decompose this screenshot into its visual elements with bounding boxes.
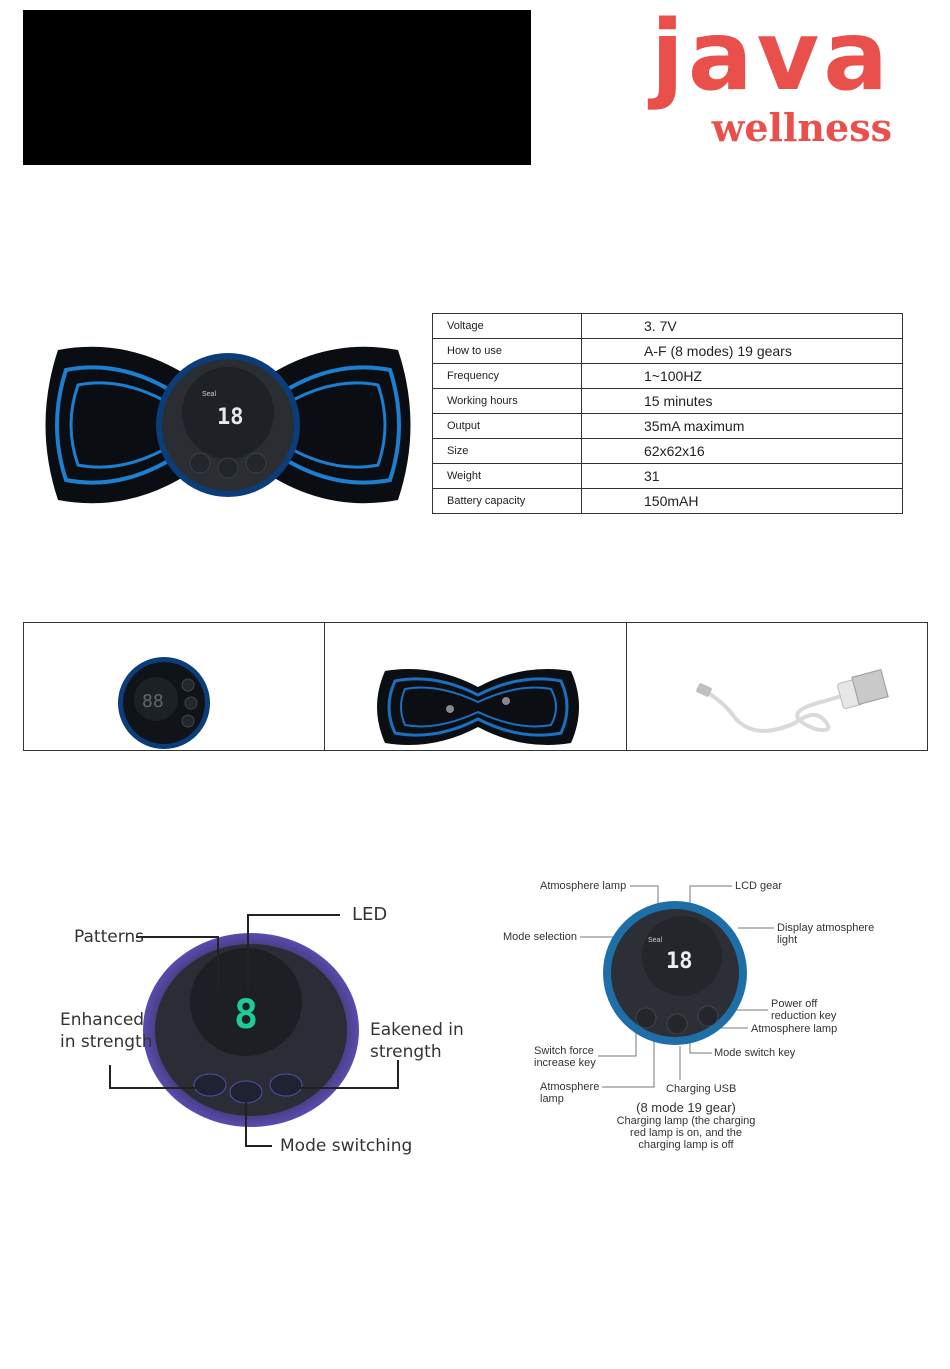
caption-title: (8 mode 19 gear) bbox=[636, 1100, 736, 1115]
spec-label: Weight bbox=[433, 464, 582, 489]
label-weakened-strength: Eakened in strength bbox=[370, 1020, 464, 1062]
label-enhanced-strength: Enhanced in strength bbox=[60, 1010, 153, 1052]
svg-text:18: 18 bbox=[217, 405, 244, 430]
controller-diagram-right bbox=[602, 898, 748, 1048]
svg-text:88: 88 bbox=[142, 691, 164, 712]
label-charging-usb: Charging USB bbox=[666, 1083, 737, 1095]
label-mode-selection: Mode selection bbox=[503, 931, 577, 943]
spec-label: Output bbox=[433, 414, 582, 439]
spec-value: 15 minutes bbox=[582, 389, 903, 414]
label-display-atmosphere-light: Display atmosphere light bbox=[777, 922, 875, 946]
svg-text:Seal: Seal bbox=[202, 391, 217, 398]
brand-tagline: wellness bbox=[711, 105, 892, 150]
label-atmosphere-lamp-right: Atmosphere lamp bbox=[751, 1023, 838, 1035]
spec-value: A-F (8 modes) 19 gears bbox=[582, 339, 903, 364]
label-mode-switching: Mode switching bbox=[280, 1136, 413, 1156]
label-power-off-key: Power off reduction key bbox=[771, 998, 837, 1022]
spec-value: 62x62x16 bbox=[582, 439, 903, 464]
label-atmosphere-lamp-top: Atmosphere lamp bbox=[540, 880, 627, 892]
spec-value: 150mAH bbox=[582, 489, 903, 514]
spec-value: 35mA maximum bbox=[582, 414, 903, 439]
label-atmosphere-lamp-bottom: Atmosphere lamp bbox=[540, 1081, 600, 1105]
spec-label: Frequency bbox=[433, 364, 582, 389]
spec-label: Voltage bbox=[433, 314, 582, 339]
spec-value: 1~100HZ bbox=[582, 364, 903, 389]
label-patterns: Patterns bbox=[74, 927, 145, 947]
svg-text:18: 18 bbox=[666, 949, 693, 974]
svg-text:Seal: Seal bbox=[648, 937, 663, 944]
spec-value: 3. 7V bbox=[582, 314, 903, 339]
label-mode-switch-key: Mode switch key bbox=[714, 1047, 796, 1059]
label-switch-force-key: Switch force increase key bbox=[534, 1045, 596, 1069]
spec-label: Working hours bbox=[433, 389, 582, 414]
brand-logo: java bbox=[650, 0, 892, 112]
spec-label: Size bbox=[433, 439, 582, 464]
spec-label: How to use bbox=[433, 339, 582, 364]
label-led: LED bbox=[352, 904, 388, 925]
svg-text:8: 8 bbox=[234, 992, 259, 1038]
spec-label: Battery capacity bbox=[433, 489, 582, 514]
label-lcd-gear: LCD gear bbox=[735, 880, 783, 892]
caption-body: Charging lamp (the charging red lamp is on, and the charging lamp is off bbox=[616, 1115, 756, 1151]
spec-value: 31 bbox=[582, 464, 903, 489]
